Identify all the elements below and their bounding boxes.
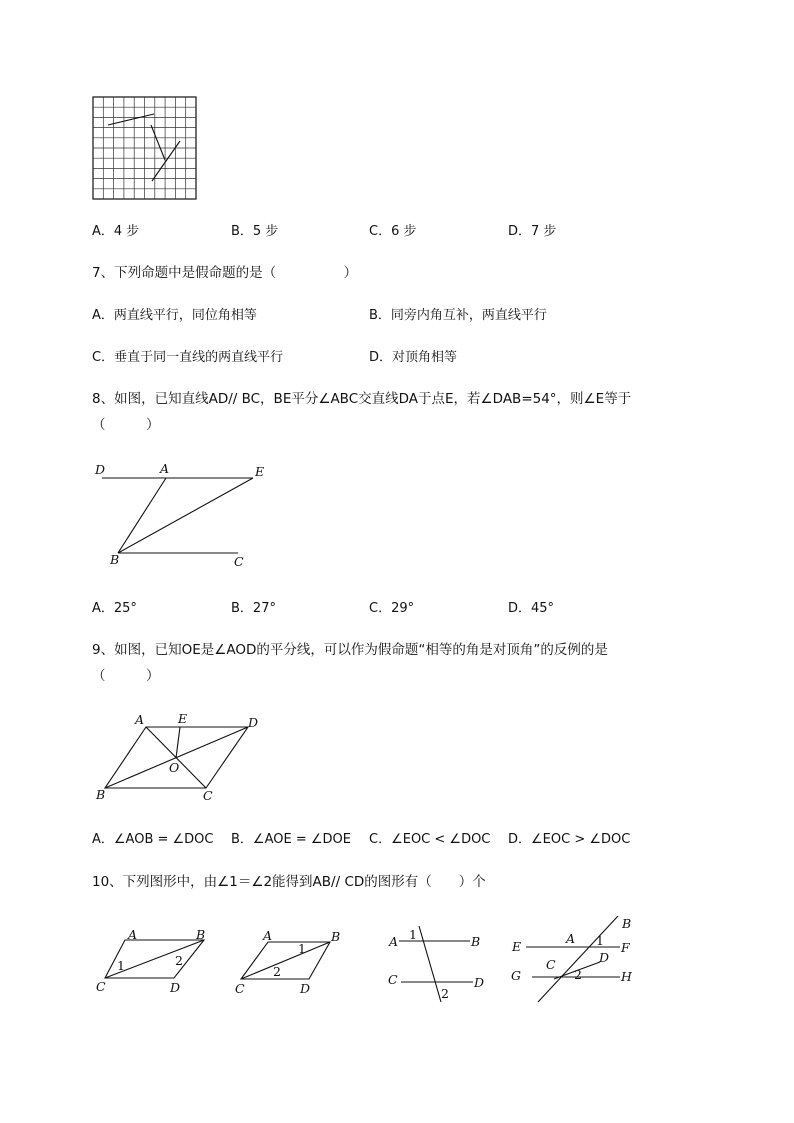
q10-stem: 10、下列图形中，由∠1＝∠2能得到AB// CD的图形有（ ）个 xyxy=(92,874,486,890)
q8-label-e: E xyxy=(255,464,265,479)
q10-f3-angle-2: 2 xyxy=(441,986,449,1001)
q7-option-a[interactable]: A．两直线平行，同位角相等 xyxy=(92,308,257,323)
q10-f4-label-b: B xyxy=(622,916,632,931)
q9-stem-line2: （ ） xyxy=(92,668,160,684)
q10-f4-label-d: D xyxy=(599,950,610,965)
q10-f3-angle-1: 1 xyxy=(409,927,417,942)
q10-figure-4 xyxy=(508,912,643,1007)
q8-figure xyxy=(90,458,280,573)
q10-f2-angle-1: 1 xyxy=(298,941,306,956)
q9-label-d: D xyxy=(248,715,259,730)
q8-label-c: C xyxy=(234,554,244,569)
q10-f2-label-a: A xyxy=(263,928,273,943)
q10-f1-angle-2: 2 xyxy=(175,953,183,968)
q7-stem: 7、下列命题中是假命题的是（ ） xyxy=(92,265,358,281)
q10-f1-label-c: C xyxy=(96,979,106,994)
q10-f4-label-c: C xyxy=(546,957,556,972)
q9-option-d[interactable]: D．∠EOC > ∠DOC xyxy=(508,832,631,847)
q9-option-a[interactable]: A．∠AOB = ∠DOC xyxy=(92,832,214,847)
q9-label-c: C xyxy=(203,788,213,803)
q10-f4-label-e: E xyxy=(512,939,522,954)
q8-stem-line2: （ ） xyxy=(92,417,160,433)
q6-option-c[interactable]: C．6 步 xyxy=(369,224,417,239)
q10-f2-label-c: C xyxy=(235,981,245,996)
q8-option-a[interactable]: A．25° xyxy=(92,601,137,616)
q8-label-b: B xyxy=(110,552,120,567)
q9-figure xyxy=(92,710,272,805)
q10-f1-label-a: A xyxy=(128,927,138,942)
q10-f2-angle-2: 2 xyxy=(273,964,281,979)
q6-option-a[interactable]: A．4 步 xyxy=(92,224,140,239)
q10-f4-angle-1: 1 xyxy=(596,933,604,948)
q9-label-a: A xyxy=(135,712,145,727)
q8-label-a: A xyxy=(160,461,170,476)
q10-f4-label-h: H xyxy=(621,969,632,984)
q10-f1-label-b: B xyxy=(196,927,206,942)
q8-option-c[interactable]: C．29° xyxy=(369,601,415,616)
q10-f3-label-b: B xyxy=(471,934,481,949)
q8-option-d[interactable]: D．45° xyxy=(508,601,555,616)
q10-f4-label-f: F xyxy=(621,940,630,955)
q9-option-b[interactable]: B．∠AOE = ∠DOE xyxy=(231,832,351,847)
q8-stem-line1: 8、如图，已知直线AD// BC，BE平分∠ABC交直线DA于点E，若∠DAB=54°，则∠E等于 xyxy=(92,391,632,407)
q7-option-c[interactable]: C．垂直于同一直线的两直线平行 xyxy=(92,350,284,365)
q8-option-b[interactable]: B．27° xyxy=(231,601,276,616)
q10-f3-label-c: C xyxy=(388,972,398,987)
q9-label-b: B xyxy=(96,787,106,802)
q6-option-b[interactable]: B．5 步 xyxy=(231,224,279,239)
q10-f2-label-d: D xyxy=(300,981,311,996)
q10-f3-label-d: D xyxy=(474,975,485,990)
q9-label-o: O xyxy=(169,760,180,775)
q7-option-b[interactable]: B．同旁内角互补，两直线平行 xyxy=(369,308,547,323)
q10-figure-3 xyxy=(385,922,495,1004)
q9-option-c[interactable]: C．∠EOC < ∠DOC xyxy=(369,832,491,847)
q10-f3-label-a: A xyxy=(389,934,399,949)
q10-f1-angle-1: 1 xyxy=(117,958,125,973)
q10-f4-label-a: A xyxy=(566,931,576,946)
q10-f2-label-b: B xyxy=(331,929,341,944)
q9-stem-line1: 9、如图，已知OE是∠AOD的平分线，可以作为假命题“相等的角是对顶角”的反例的是 xyxy=(92,642,608,658)
q8-label-d: D xyxy=(95,462,106,477)
q10-f4-label-g: G xyxy=(511,968,521,983)
q9-label-e: E xyxy=(178,711,188,726)
q10-f4-angle-2: 2 xyxy=(574,967,582,982)
q10-figure-2 xyxy=(233,925,358,1000)
q6-option-d[interactable]: D．7 步 xyxy=(508,224,557,239)
q7-option-d[interactable]: D．对顶角相等 xyxy=(369,350,458,365)
grid-figure xyxy=(92,96,198,202)
q10-f1-label-d: D xyxy=(170,980,181,995)
q10-figure-1 xyxy=(92,925,217,1000)
